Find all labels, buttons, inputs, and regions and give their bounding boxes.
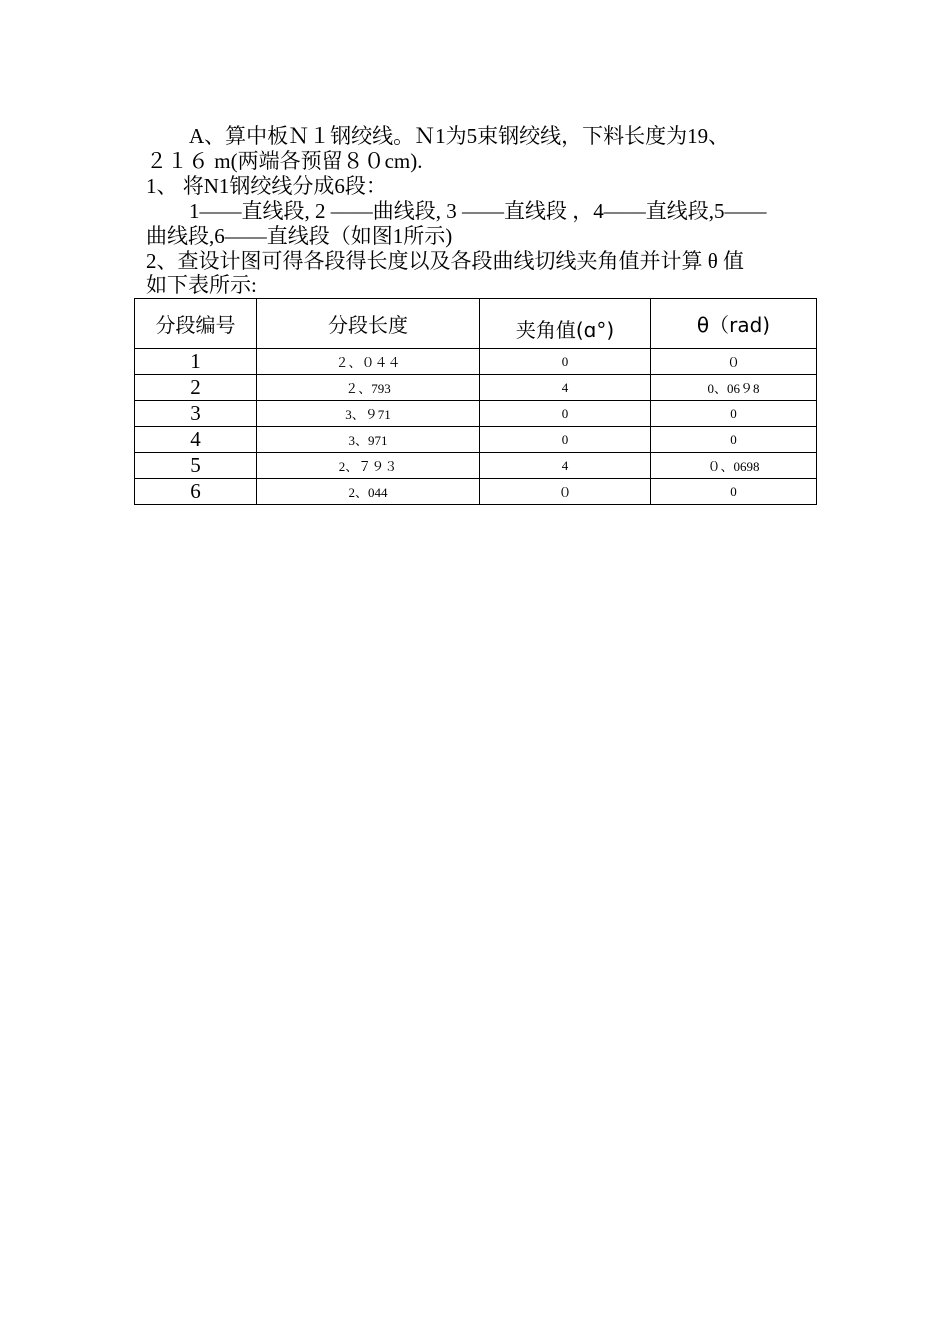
paragraph-line-6: 2、查设计图可得各段得长度以及各段曲线切线夹角值并计算 θ 值 (146, 249, 745, 273)
table-row (135, 401, 817, 427)
cell-angle: 4 (480, 375, 651, 401)
paragraph-line-1: A、算中板Ｎ１钢绞线。Ｎ1为5束钢绞线，下料长度为19、 (189, 124, 730, 148)
cell-segment-length: 2、７９３ (257, 453, 480, 479)
cell-segment-number: 4 (135, 427, 257, 453)
table-row (135, 375, 817, 401)
cell-angle: 0 (480, 349, 651, 375)
cell-segment-number: 2 (135, 375, 257, 401)
cell-angle: 4 (480, 453, 651, 479)
cell-segment-number: 6 (135, 479, 257, 505)
paragraph-line-5: 曲线段,6——直线段（如图1所示) (146, 224, 453, 248)
cell-segment-length: 3、９71 (257, 401, 480, 427)
cell-angle: 0 (480, 401, 651, 427)
cell-segment-number: 5 (135, 453, 257, 479)
cell-segment-number: 3 (135, 401, 257, 427)
table-row (135, 349, 817, 375)
cell-theta: 0 (651, 427, 817, 453)
header-angle (480, 299, 651, 349)
cell-segment-length: 3、971 (257, 427, 480, 453)
cell-theta: 0 (651, 401, 817, 427)
header-angle-label: 夹角值(ɑ°) (515, 318, 615, 342)
cell-segment-number: 1 (135, 349, 257, 375)
header-segment-number: 分段编号 (135, 299, 257, 349)
table-header-row (135, 299, 817, 349)
cell-segment-length: 2、044 (257, 479, 480, 505)
cell-theta: 0 (651, 479, 817, 505)
paragraph-line-2: ２１６ m(两端各预留８０cm). (146, 149, 423, 173)
header-segment-length: 分段长度 (257, 299, 480, 349)
table-row (135, 427, 817, 453)
cell-theta: ０、0698 (651, 453, 817, 479)
cell-theta: 0、06９8 (651, 375, 817, 401)
cell-angle: 0 (480, 427, 651, 453)
header-theta: θ（rad) (651, 299, 817, 349)
segment-table (134, 298, 817, 505)
cell-theta: ０ (651, 349, 817, 375)
cell-angle: ０ (480, 479, 651, 505)
table-row (135, 479, 817, 505)
paragraph-line-3: 1、 将N1钢绞线分成6段： (146, 174, 387, 198)
cell-segment-length: ２、793 (257, 375, 480, 401)
paragraph-line-4: 1——直线段, 2 ——曲线段, 3 ——直线段 ，4——直线段,5—— (189, 199, 767, 223)
table-row (135, 453, 817, 479)
cell-segment-length: ２、０４４ (257, 349, 480, 375)
paragraph-line-7: 如下表所示: (146, 273, 257, 297)
